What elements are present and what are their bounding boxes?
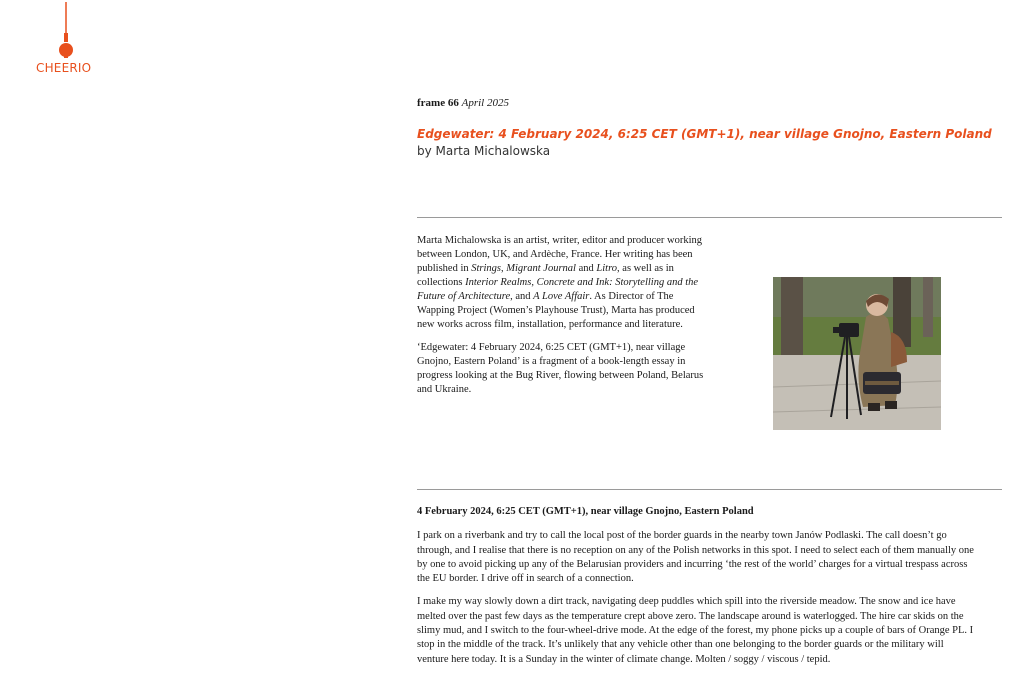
essay-body [417, 505, 977, 676]
divider-bottom [417, 489, 1002, 490]
pendant-lamp-icon [54, 0, 78, 62]
issue-line [417, 97, 1002, 109]
issue-date: April 2025 [461, 97, 509, 109]
bio-paragraph-1: Marta Michalowska is an artist, writer, editor and producer working between London, UK, and Ardèche, France. Her writing has been published in Strings, Migrant Journal and Litro, as well as in collections Interior Realms, Concrete and Ink: Storytelling and the Future of Architecture, and A Love Affair. As Director of The Wapping Project (Women’s Playhouse Trust), Marta has produced new works across film, installation, performance and literature. [417, 235, 703, 330]
essay-paragraph-1: I park on a riverbank and try to call the local post of the border guards in the nearby town Janów Podlaski. The call doesn’t go through, and I realise that there is no reception on any of the Polish networks in this spot. I need to select each of them manually one by one to avoid picking up any of the Belarusian providers and incurring ‘the rest of the world’ charges for a virtual trespass across the EU border. I drive off in search of a connection. [417, 530, 974, 585]
divider-top [417, 217, 1002, 218]
frame-label: frame 66 [417, 97, 459, 109]
logo-wordmark: CHEERIO [36, 61, 92, 75]
essay-heading: 4 February 2024, 6:25 CET (GMT+1), near village Gnojno, Eastern Poland [417, 506, 754, 517]
bio-paragraph-2: ‘Edgewater: 4 February 2024, 6:25 CET (GMT+1), near village Gnojno, Eastern Poland’ is a fragment of a book-length essay in progress looking at the Bug River, flowing between Poland, Belarus and Ukraine. [417, 342, 704, 395]
article-title: Edgewater: 4 February 2024, 6:25 CET (GMT+1), near village Gnojno, Eastern Poland [417, 127, 992, 141]
essay-paragraph-2: I make my way slowly down a dirt track, navigating deep puddles which spill into the riverside meadow. The snow and ice have melted over the past few days as the temperature crept above zero. The landscape around is waterlogged. The hire car skids on the slimy mud, and I switch to the four-wheel-drive mode. At the edge of the forest, my phone picks up a couple of bars of Orange PL. I stop in the middle of the track. It’s unlikely that any vehicle other than one belonging to the border guards or the military will venture here today. It is a Sunday in the winter of climate change. Molten / soggy / viscous / tepid. [417, 596, 974, 665]
author-bio [417, 234, 709, 406]
logo-link[interactable] [36, 0, 96, 80]
article-header [417, 97, 1002, 158]
byline: by Marta Michalowska [417, 144, 551, 158]
author-photo [773, 277, 941, 430]
